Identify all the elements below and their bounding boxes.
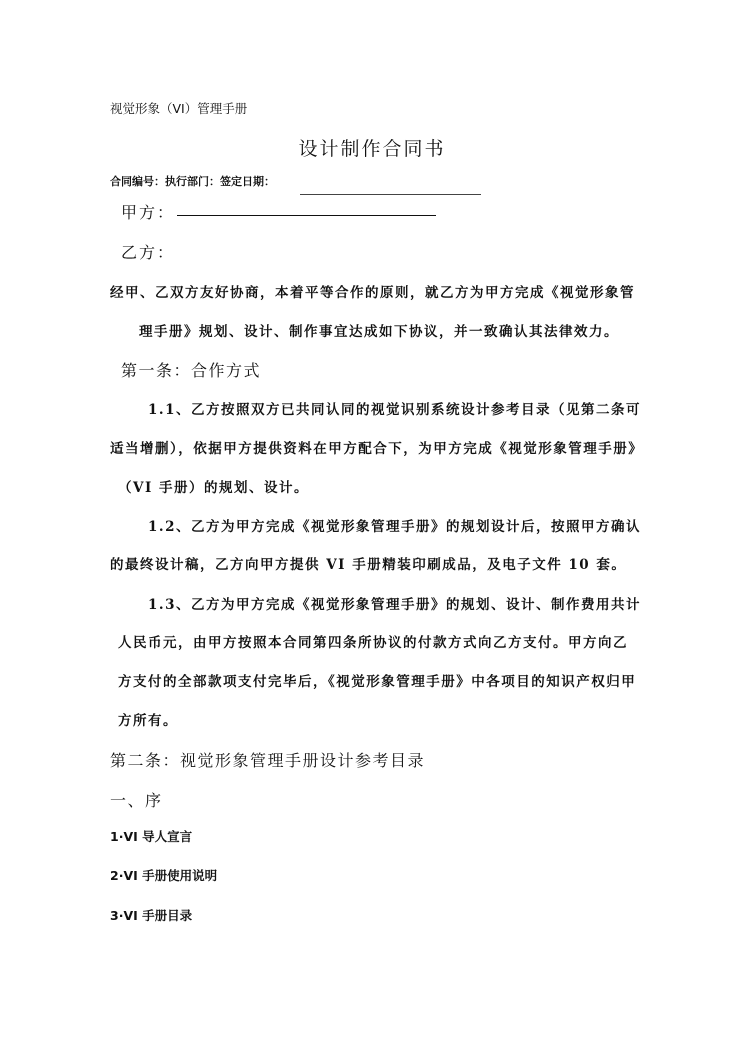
clause-1-2-line-2: 的最终设计稿，乙方向甲方提供 VI 手册精装印刷成品，及电子文件 10 套。 — [110, 557, 627, 573]
contract-title: 设计制作合同书 — [298, 138, 446, 160]
section-preface: 一、序 — [110, 791, 163, 810]
clause-1-3-line-3: 方支付的全部款项支付完毕后，《视觉形象管理手册》中各项目的知识产权归甲 — [118, 674, 637, 690]
clause-1-3-line-1: 1.3、乙方为甲方完成《视觉形象管理手册》的规划、设计、制作费用共计 — [148, 597, 641, 613]
list-item: 2·VI 手册使用说明 — [110, 868, 218, 883]
article-1-title: 第一条：合作方式 — [121, 361, 262, 380]
party-b-label: 乙方： — [121, 243, 176, 262]
list-item: 3·VI 手册目录 — [110, 908, 193, 923]
intro-line-2: 理手册》规划、设计、制作事宜达成如下协议，并一致确认其法律效力。 — [139, 324, 619, 340]
article-2-title: 第二条：视觉形象管理手册设计参考目录 — [110, 751, 426, 770]
list-item: 1·VI 导人宣言 — [110, 829, 193, 844]
clause-1-2-line-1: 1.2、乙方为甲方完成《视觉形象管理手册》的规划设计后，按照甲方确认 — [148, 519, 641, 535]
clause-1-1-line-2: 适当增删），依据甲方提供资料在甲方配合下，为甲方完成《视觉形象管理手册》 — [110, 441, 644, 457]
clause-1-1-line-3: （VI 手册）的规划、设计。 — [118, 480, 309, 496]
clause-1-3-line-2: 人民币元，由甲方按照本合同第四条所协议的付款方式向乙方支付。甲方向乙 — [118, 635, 628, 651]
document-header: 视觉形象（VI）管理手册 — [110, 101, 248, 116]
party-a-underline — [177, 215, 436, 216]
contract-meta: 合同编号：执行部门：签定日期： — [110, 175, 275, 188]
clause-1-1-line-1: 1.1、乙方按照双方已共同认同的视觉识别系统设计参考目录（见第二条可 — [148, 402, 641, 418]
clause-1-3-line-4: 方所有。 — [118, 713, 178, 729]
party-a-label: 甲方： — [121, 203, 176, 222]
meta-underline — [300, 194, 481, 195]
intro-line-1: 经甲、乙双方友好协商，本着平等合作的原则，就乙方为甲方完成《视觉形象管 — [110, 285, 635, 301]
